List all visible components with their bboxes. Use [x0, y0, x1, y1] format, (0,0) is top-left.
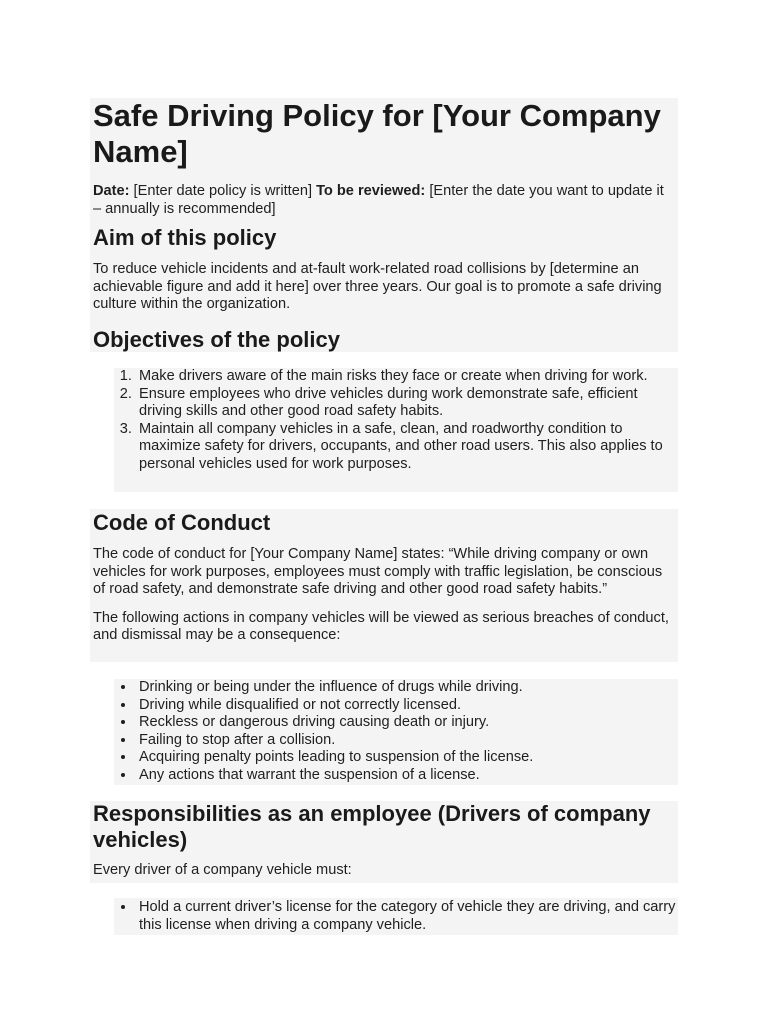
review-value: [Enter the date you want to update it – annually is recommended] — [93, 183, 664, 217]
list-item: 1. Make drivers aware of the main risks they face or create when driving for work. — [136, 368, 678, 386]
responsibilities-list — [114, 898, 678, 934]
objectives-heading: Objectives of the policy — [93, 326, 340, 352]
aim-section — [90, 218, 678, 352]
page-title: Safe Driving Policy for [Your Company Name] — [93, 98, 661, 169]
aim-heading: Aim of this policy — [93, 225, 277, 250]
conduct-section — [90, 509, 678, 662]
list-item: 3. Maintain all company vehicles in a safe, clean, and roadworthy condition to maximize safety for drivers, occupants, and other road users. This also applies to personal vehicles used for work purposes. — [136, 421, 678, 474]
objectives-list — [114, 368, 678, 474]
date-value: [Enter date policy is written] — [129, 183, 317, 199]
conduct-list-block — [114, 679, 678, 785]
date-line — [93, 183, 674, 218]
aim-text: To reduce vehicle incidents and at-fault work-related road collisions by [determine an achievable figure and add it here] over three years. Our goal is to promote a safe driving culture within the organization. — [93, 261, 662, 313]
objectives-list-block — [114, 368, 678, 492]
conduct-paragraph-1: The code of conduct for [Your Company Name] states: “While driving company or own vehicles for work purposes, employees must comply with traffic legislation, be conscious of road safety, and demonstrate safe driving and other good road safety habits.” — [93, 546, 663, 598]
date-label: Date: — [93, 183, 130, 199]
list-item: • Reckless or dangerous driving causing death or injury. — [136, 714, 678, 732]
list-item: • Acquiring penalty points leading to suspension of the license. — [136, 749, 678, 767]
conduct-heading: Code of Conduct — [93, 510, 271, 535]
review-label: To be reviewed: — [316, 183, 426, 199]
list-item: • Drinking or being under the influence of drugs while driving. — [136, 679, 678, 697]
list-item: • Driving while disqualified or not correctly licensed. — [136, 697, 678, 715]
conduct-paragraph-2: The following actions in company vehicles will be viewed as serious breaches of conduct, and dismissal may be a consequence: — [93, 609, 669, 644]
list-item: • Failing to stop after a collision. — [136, 732, 678, 750]
responsibilities-heading: Responsibilities as an employee (Drivers of company vehicles) — [93, 801, 651, 852]
responsibilities-intro: Every driver of a company vehicle must: — [93, 862, 352, 878]
responsibilities-section — [90, 801, 678, 883]
list-item: 2. Ensure employees who drive vehicles during work demonstrate safe, efficient driving skills and other good road safety habits. — [136, 386, 678, 421]
list-item: • Hold a current driver’s license for the category of vehicle they are driving, and carry this license when driving a company vehicle. — [136, 899, 678, 934]
responsibilities-list-block — [114, 898, 678, 935]
conduct-list — [114, 679, 678, 785]
title-block — [90, 98, 678, 218]
list-item: • Any actions that warrant the suspension of a license. — [136, 767, 678, 785]
